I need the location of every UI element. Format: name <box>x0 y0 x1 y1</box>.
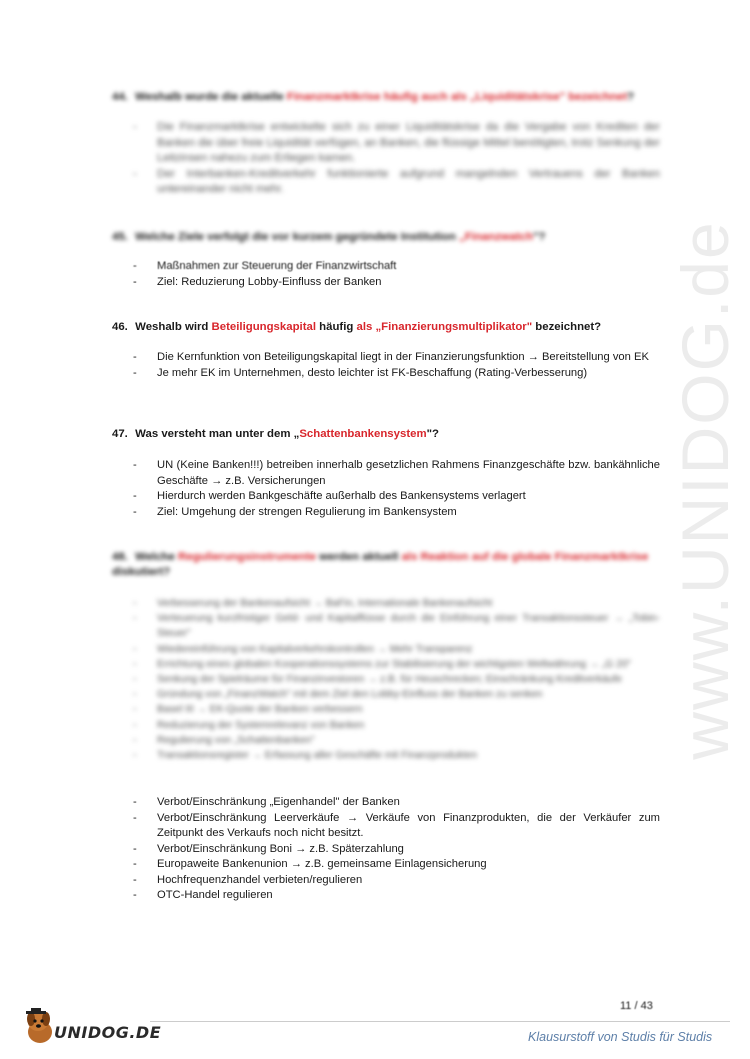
question-highlight: Regulierungsinstrumente <box>178 551 316 563</box>
answer-list-45 <box>133 259 660 290</box>
answer-item: - Ziel: Reduzierung Lobby-Einfluss der Banken <box>133 275 660 291</box>
answer-item: - UN (Keine Banken!!!) betreiben innerhalb gesetzlichen Rahmens Finanzgeschäfte bzw. bankähnliche Geschäfte → z.B. Versicherungen <box>133 458 660 489</box>
answer-item: - Je mehr EK im Unternehmen, desto leichter ist FK-Beschaffung (Rating-Verbesserung) <box>133 366 660 382</box>
answer-item: - Reduzierung der Systemrelevanz von Banken <box>133 718 660 733</box>
question-highlight: „Finanzwatch <box>459 231 534 243</box>
answer-item: - Regulierung von „Schattenbanken" <box>133 733 660 748</box>
question-text: Was versteht man unter dem „ <box>135 428 300 440</box>
answer-item: - Der Interbanken-Kreditverkehr funktionierte aufgrund mangelnden Vertrauens der Banken untereinander nicht mehr. <box>133 167 660 198</box>
question-text-end: bezeichnet? <box>532 321 602 333</box>
watermark <box>665 220 745 760</box>
answer-list-44 <box>133 120 660 198</box>
watermark-text: www.UNIDOG.de <box>668 220 742 760</box>
question-highlight: als „Finanzierungsmultiplikator" <box>356 321 533 333</box>
question-44 <box>112 90 664 105</box>
question-text: Weshalb wurde die aktuelle <box>135 91 287 103</box>
answer-item: - Basel III → EK-Quote der Banken verbessern <box>133 702 660 717</box>
answer-item: - Die Finanzmarktkrise entwickelte sich zu einer Liquiditätskrise da die Vergabe von Krediten der Banken die über freie Liquidität verfügen, an Banken, die flüssige Mittel benötigten, trotz Senkung der Leitzinsen nahezu zum Erliegen kamen. <box>133 120 660 167</box>
answer-item: - Gründung von „FinanzWatch" mit dem Ziel den Lobby-Einfluss der Banken zu senken <box>133 687 660 702</box>
question-48 <box>112 550 664 580</box>
question-text: Welche Ziele verfolgt die vor kurzem gegründete Institution <box>135 231 460 243</box>
answer-list-46 <box>133 350 660 381</box>
answer-item: - Europaweite Bankenunion → z.B. gemeinsame Einlagensicherung <box>133 857 660 873</box>
question-text: Welche <box>135 551 179 563</box>
question-number: 47. <box>112 428 128 440</box>
logo-text: UNIDOG.DE <box>54 1023 162 1042</box>
question-number: 45. <box>112 231 128 243</box>
footer-divider <box>150 1021 730 1022</box>
answer-item: - Verbot/Einschränkung Boni → z.B. Späterzahlung <box>133 842 660 858</box>
question-text-end: "? <box>533 231 546 243</box>
answer-item: - Transaktionsregister → Erfassung aller Geschäfte mit Finanzprodukten <box>133 748 660 763</box>
answer-item: - Errichtung eines globalen Kooperationssystems zur Stabilisierung der wichtigsten Weltwährung → „G 20" <box>133 657 660 672</box>
answer-item: - Verbot/Einschränkung Leerverkäufe → Verkäufe von Finanzprodukten, die der Verkäufer zum Zeitpunkt des Verkaufs noch nicht besitzt. <box>133 811 660 842</box>
question-number: 46. <box>112 321 128 333</box>
answer-item: - Senkung der Spielräume für Finanzinvestoren → z.B. für Heuschrecken; Einschränkung Kreditverkäufe <box>133 672 660 687</box>
question-text: häufig <box>315 321 357 333</box>
question-highlight: Beteiligungskapital <box>211 321 316 333</box>
question-text: Weshalb wird <box>135 321 212 333</box>
answer-item: - Hierdurch werden Bankgeschäfte außerhalb des Bankensystems verlagert <box>133 489 660 505</box>
question-text-end: diskutiert? <box>112 566 171 578</box>
question-highlight: Finanzmarktkrise häufig auch als „Liquiditätskrise" bezeichnet <box>286 91 628 103</box>
answer-item: - Verteuerung kurzfristiger Geld- und Kapitalflüsse durch die Einführung einer Transaktionssteuer → „Tobin-Steuer" <box>133 611 660 641</box>
question-number: 44. <box>112 91 128 103</box>
question-46 <box>112 320 664 335</box>
question-highlight: als Reaktion auf die globale Finanzmarktkrise <box>401 551 649 563</box>
answer-item: - Hochfrequenzhandel verbieten/regulieren <box>133 873 660 889</box>
answer-item: - Verbot/Einschränkung „Eigenhandel" der Banken <box>133 795 660 811</box>
page-number: 11 / 43 <box>620 1000 653 1012</box>
question-text-end: ? <box>627 91 635 103</box>
answer-item: - OTC-Handel regulieren <box>133 888 660 904</box>
answer-item: - Maßnahmen zur Steuerung der Finanzwirtschaft <box>133 259 660 275</box>
answer-item: - Ziel: Umgehung der strengen Regulierung im Bankensystem <box>133 505 660 521</box>
question-text: werden aktuell <box>316 551 402 563</box>
answer-list-48 <box>133 795 660 904</box>
question-47 <box>112 427 664 442</box>
answer-item: - Die Kernfunktion von Beteiligungskapital liegt in der Finanzierungsfunktion → Bereitstellung von EK <box>133 350 660 366</box>
question-text-end: "? <box>426 428 439 440</box>
question-highlight: Schattenbankensystem <box>299 428 427 440</box>
answer-item: - Wiedereinführung von Kapitalverkehrskontrollen → Mehr Transparenz <box>133 642 660 657</box>
footer-slogan: Klausurstoff von Studis für Studis <box>528 1030 713 1044</box>
question-45 <box>112 230 664 245</box>
answer-list-48-blurred <box>133 596 660 763</box>
question-number: 48. <box>112 551 128 563</box>
answer-list-47 <box>133 458 660 520</box>
answer-item: - Verbesserung der Bankenaufsicht → BaFin, Internationale Bankenaufsicht <box>133 596 660 611</box>
